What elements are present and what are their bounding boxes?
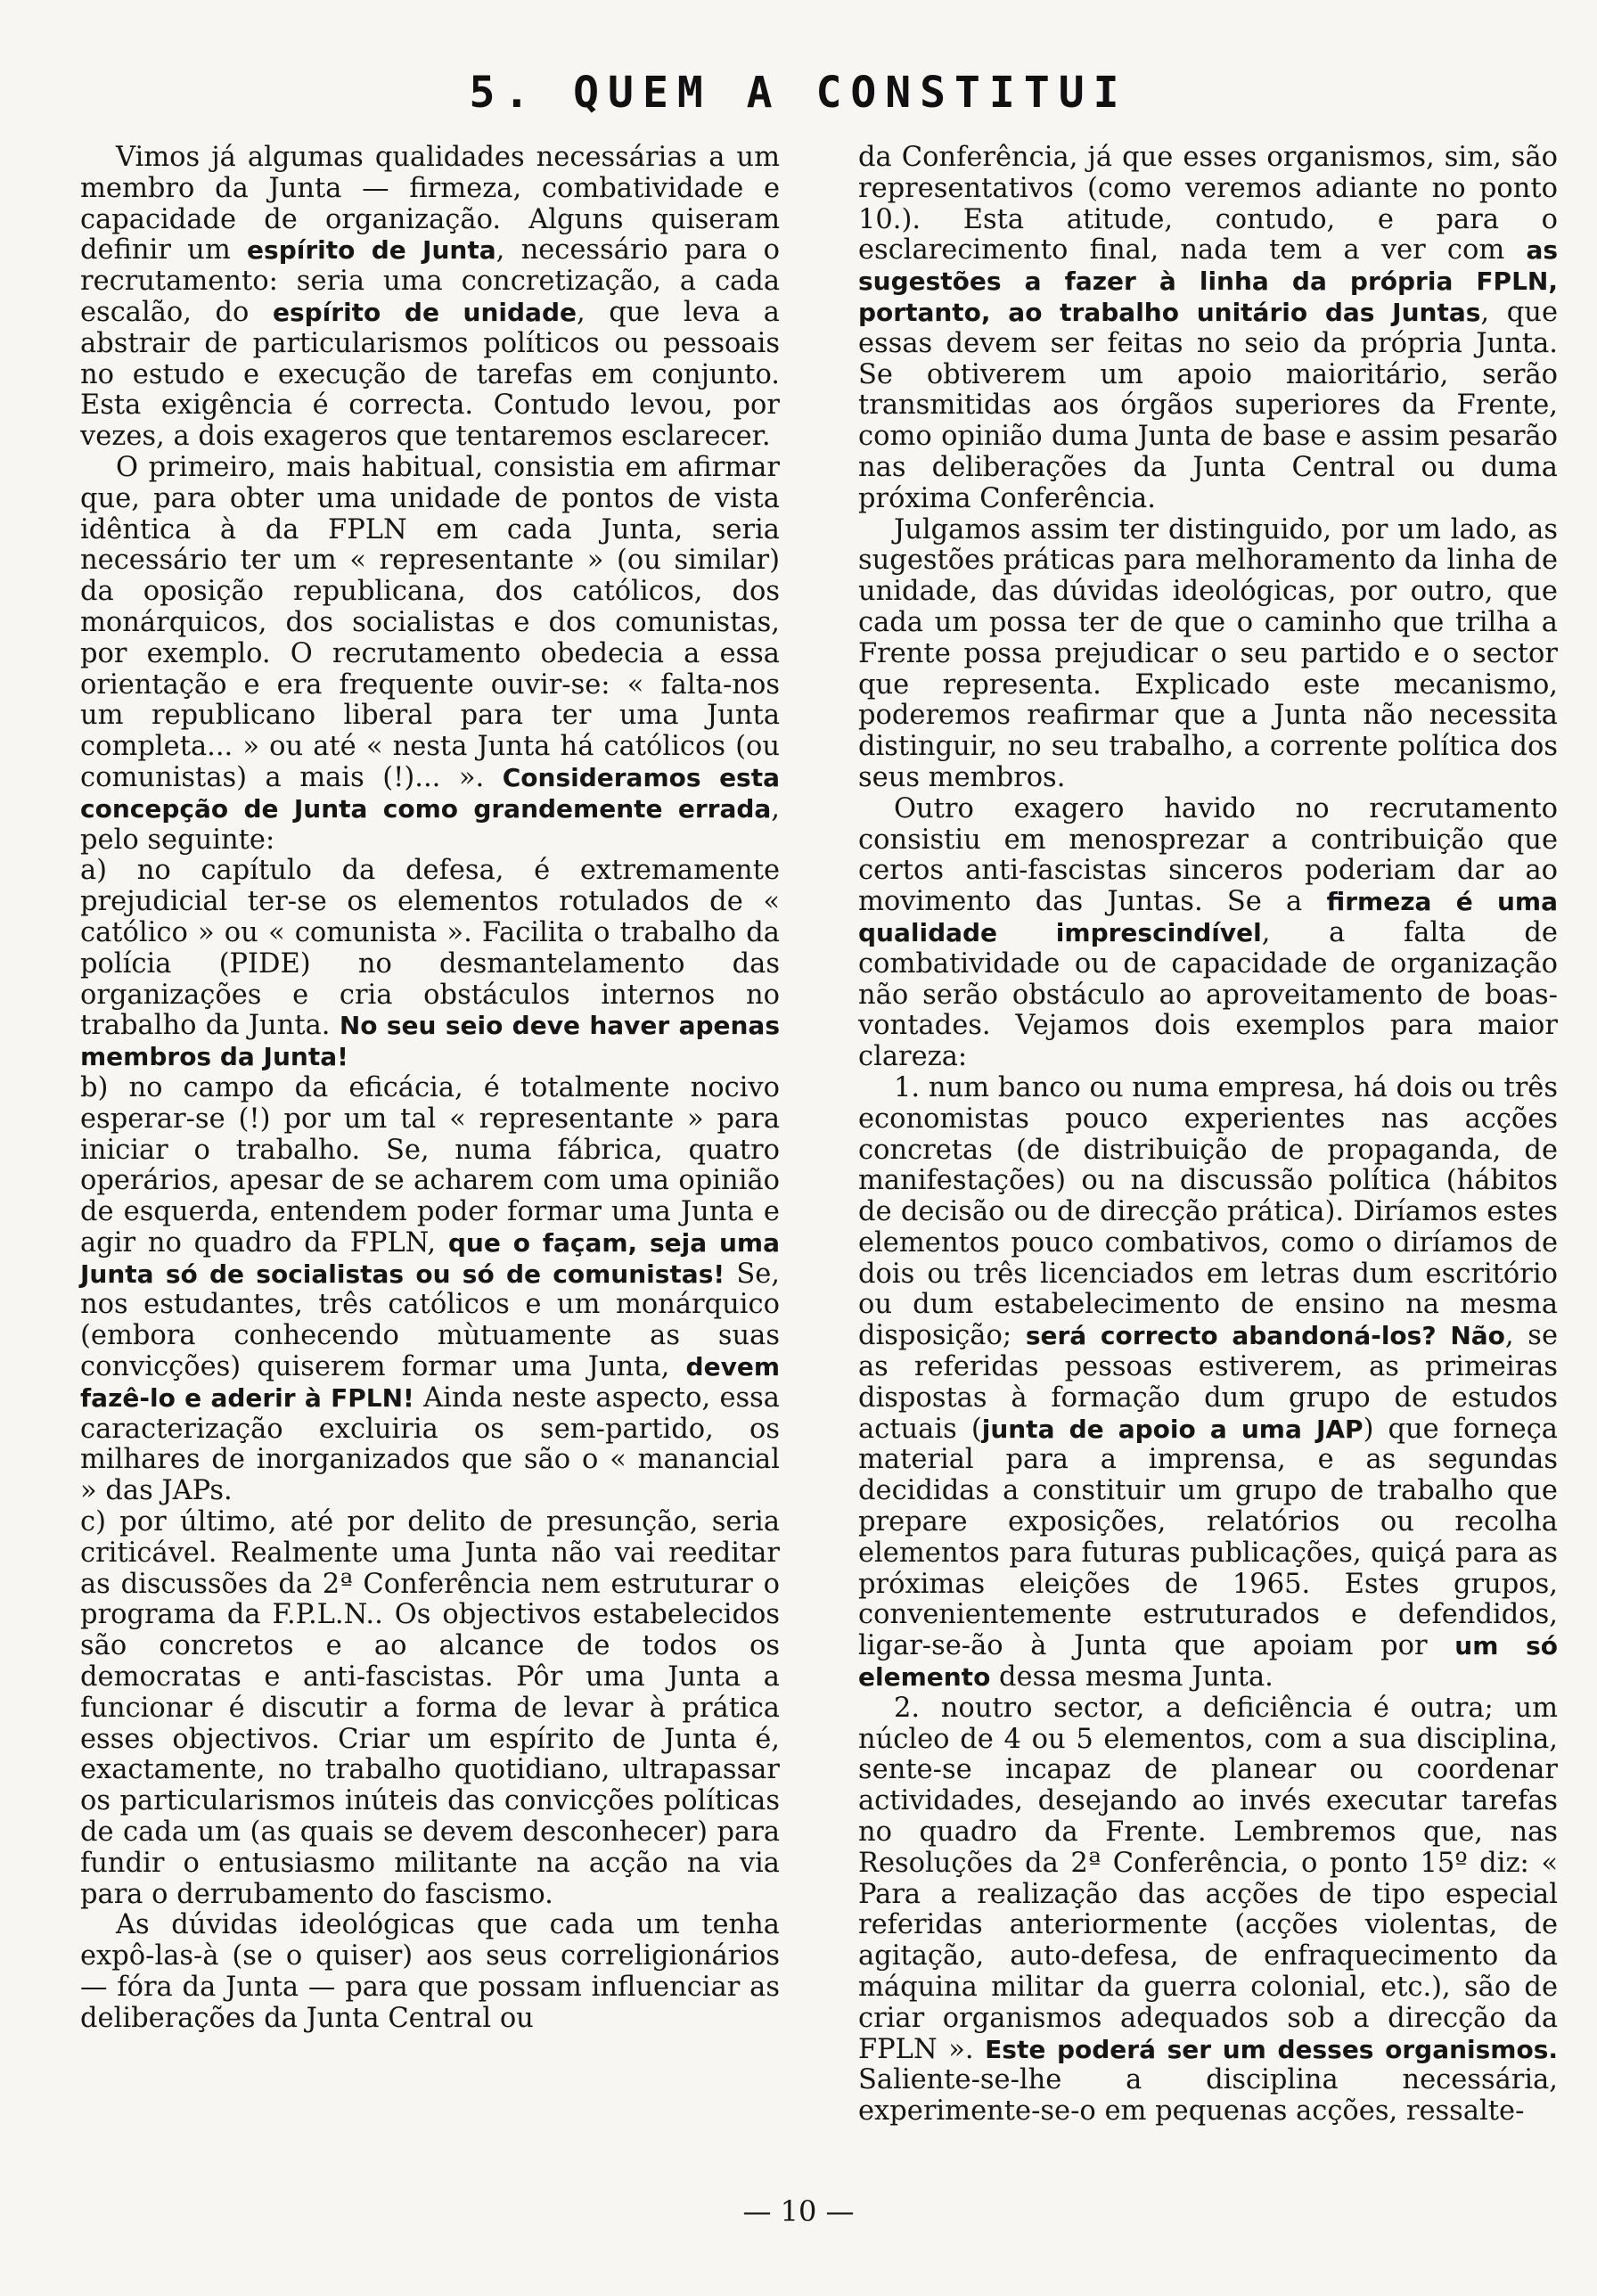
text: O primeiro, mais habitual, consistia em afirmar que, para obter uma unidade de pontos de vista idêntica à da FPLN em cada Junta, seria necessário ter um « representante » (ou similar) da oposição republicana, dos católicos, dos monárquicos, dos socialistas e dos comunistas, por exemplo. O recrutamento obedecia a essa orientação e era frequente ouvir-se: « falta-nos um republicano liberal para ter uma Junta completa... » ou até « nesta Junta há católicos (ou comunistas) a mais (!)... ». <box>80 451 780 793</box>
text: a) no capítulo da defesa, é extremamente prejudicial ter-se os elementos rotulados de « católico » ou « comunista ». Facilita o trabalho da polícia (PIDE) no desmantelamento das organizações e cria obstáculos internos no trabalho da Junta. <box>80 855 780 1042</box>
text: , necessário para o recrutamento: seria uma concretização, a cada escalão, do <box>80 234 781 328</box>
text: 1. num banco ou numa empresa, há dois ou três economistas pouco experientes nas acções concretas (de distribuição de propaganda, de manifestações) ou na discussão política (hábitos de decisão ou de direcção prática). Diríamos estes elementos pouco combativos, como o diríamos de dois ou três licenciados em letras dum escritório ou dum estabelecimento de ensino na mesma disposição; <box>858 1071 1558 1352</box>
paragraph <box>858 515 1558 794</box>
list-item-b <box>80 1073 780 1507</box>
bold-text: espírito de Junta <box>247 235 496 266</box>
paragraph <box>80 143 780 453</box>
bold-text: junta de apoio a uma JAP <box>981 1414 1364 1444</box>
text: Vimos já algumas qualidades necessárias a um membro da Junta — firmeza, combatividade e capacidade de organização. Alguns quiseram definir um <box>80 142 780 266</box>
text: , se as referidas pessoas estiverem, as primeiras dispostas à formação dum grupo de estudos actuais ( <box>858 1320 1558 1445</box>
bold-text: Consideramos esta concepção de Junta como grandemente errada <box>80 762 780 824</box>
text: Saliente-se-lhe a disciplina necessária, experimente-se-o em pequenas acções, ressalte- <box>858 2064 1558 2128</box>
text: 2. noutro sector, a deficiência é outra; um núcleo de 4 ou 5 elementos, com a sua disciplina, sente-se incapaz de planear ou coordenar actividades, desejando ao invés executar tarefas no quadro da Frente. Lembremos que, nas Resoluções da 2ª Conferência, o ponto 15º diz: « Para a realização das acções de tipo especial referidas anteriormente (acções violentas, de agitação, auto-defesa, de enfraquecimento da máquina militar da guerra colonial, etc.), são de criar organismos adequados sob a direcção da FPLN ». <box>858 1692 1558 2065</box>
paragraph <box>858 143 1558 515</box>
page-title: 5. QUEM A CONSTITUI <box>469 68 1128 118</box>
text: c) por último, até por delito de presunção, seria criticável. Realmente uma Junta não vai reeditar as discussões da 2ª Conferência nem estruturar o programa da F.P.L.N.. Os objectivos estabelecidos são concretos e ao alcance de todos os democratas e anti-fascistas. Pôr uma Junta a funcionar é discutir a forma de levar à prática esses objectivos. Criar um espírito de Junta é, exactamente, no trabalho quotidiano, ultrapassar os particularismos inúteis das convicções políticas de cada um (as quais se devem desconhecer) para fundir o entusiasmo militante na acção na via para o derrubamento do fascismo. <box>80 1506 780 1910</box>
text: ) que forneça material para a imprensa, e as segundas decididas a constituir um grupo de trabalho que prepare exposições, relatórios ou recolha elementos para futuras publicações, quiçá para as próximas eleições de 1965. Estes grupos, convenientemente estruturados e defendidos, ligar-se-ão à Junta que apoiam por <box>858 1413 1558 1662</box>
bold-text: espírito de unidade <box>272 297 577 327</box>
bold-text: as sugestões a fazer à linha da própria FPLN, portanto, ao trabalho unitário das Juntas <box>858 235 1558 327</box>
bold-text: firmeza é uma qualidade imprescindível <box>858 887 1558 947</box>
paragraph <box>80 453 780 856</box>
bold-text: será correcto abandoná-los? Não <box>1025 1321 1505 1351</box>
text: Ainda neste aspecto, essa caracterização excluiria os sem-partido, os milhares de inorganizados que são o « manancial » das JAPs. <box>80 1382 780 1507</box>
text: Julgamos assim ter distinguido, por um lado, as sugestões práticas para melhoramento da linha de unidade, das dúvidas ideológicas, por outro, que cada um possa ter de que o caminho que trilha a Frente possa prejudicar o seu partido e o sector que representa. Explicado este mecanismo, poderemos reafirmar que a Junta não necessita distinguir, no seu trabalho, a corrente política dos seus membros. <box>858 513 1558 793</box>
paragraph <box>80 1910 780 2034</box>
text: , que essas devem ser feitas no seio da própria Junta. Se obtiverem um apoio maioritário, serão transmitidas aos órgãos superiores da Frente, como opinião duma Junta de base e assim pesarão nas deliberações da Junta Central ou duma próxima Conferência. <box>858 296 1559 514</box>
list-item-1 <box>858 1073 1558 1693</box>
text: , que leva a abstrair de particularismos políticos ou pessoais no estudo e execução de tarefas em conjunto. Esta exigência é correcta. Contudo levou, por vezes, a dois exageros que tentaremos esclarecer. <box>80 296 780 453</box>
list-item-2 <box>858 1693 1558 2128</box>
bold-text: Este poderá ser um desses organismos. <box>985 2034 1559 2064</box>
text: , a falta de combatividade ou de capacidade de organização não serão obstáculo ao aproveitamento de boas-vontades. Vejamos dois exemplos para maior clareza: <box>858 916 1558 1073</box>
text: da Conferência, já que esses organismos, sim, são representativos (como veremos adiante no ponto 10.). Esta atitude, contudo, e para o esclarecimento final, nada tem a ver com <box>858 142 1558 266</box>
text: b) no campo da eficácia, é totalmente nocivo esperar-se (!) por um tal « representante » para iniciar o trabalho. Se, numa fábrica, quatro operários, apesar de se acharem com uma opinião de esquerda, entendem poder formar uma Junta e agir no quadro da FPLN, <box>80 1071 780 1259</box>
list-item-a <box>80 856 780 1073</box>
paragraph <box>858 794 1558 1073</box>
right-column <box>858 143 1558 2128</box>
bold-text: que o façam, seja uma Junta só de socialistas ou só de comunistas! <box>80 1227 780 1289</box>
text: Outro exagero havido no recrutamento consistiu em menosprezar a contribuição que certos anti-fascistas sinceros poderiam dar ao movimento das Juntas. Se a <box>858 792 1558 918</box>
text: dessa mesma Junta. <box>990 1661 1274 1693</box>
text: Se, nos estudantes, três católicos e um monárquico (embora conhecendo mùtuamente as suas convicções) quiserem formar uma Junta, <box>80 1258 780 1383</box>
text: , pelo seguinte: <box>80 792 780 856</box>
bold-text: devem fazê-lo e aderir à FPLN! <box>80 1352 780 1413</box>
left-column <box>80 143 780 2035</box>
bold-text: No seu seio deve haver apenas membros da Junta! <box>80 1011 780 1072</box>
bold-text: um só elemento <box>858 1631 1558 1693</box>
page-number: — 10 — <box>742 2194 855 2228</box>
list-item-c <box>80 1507 780 1910</box>
text: As dúvidas ideológicas que cada um tenha expô-las-à (se o quiser) aos seus correligionários — fóra da Junta — para que possam influenciar as deliberações da Junta Central ou <box>80 1909 780 2034</box>
